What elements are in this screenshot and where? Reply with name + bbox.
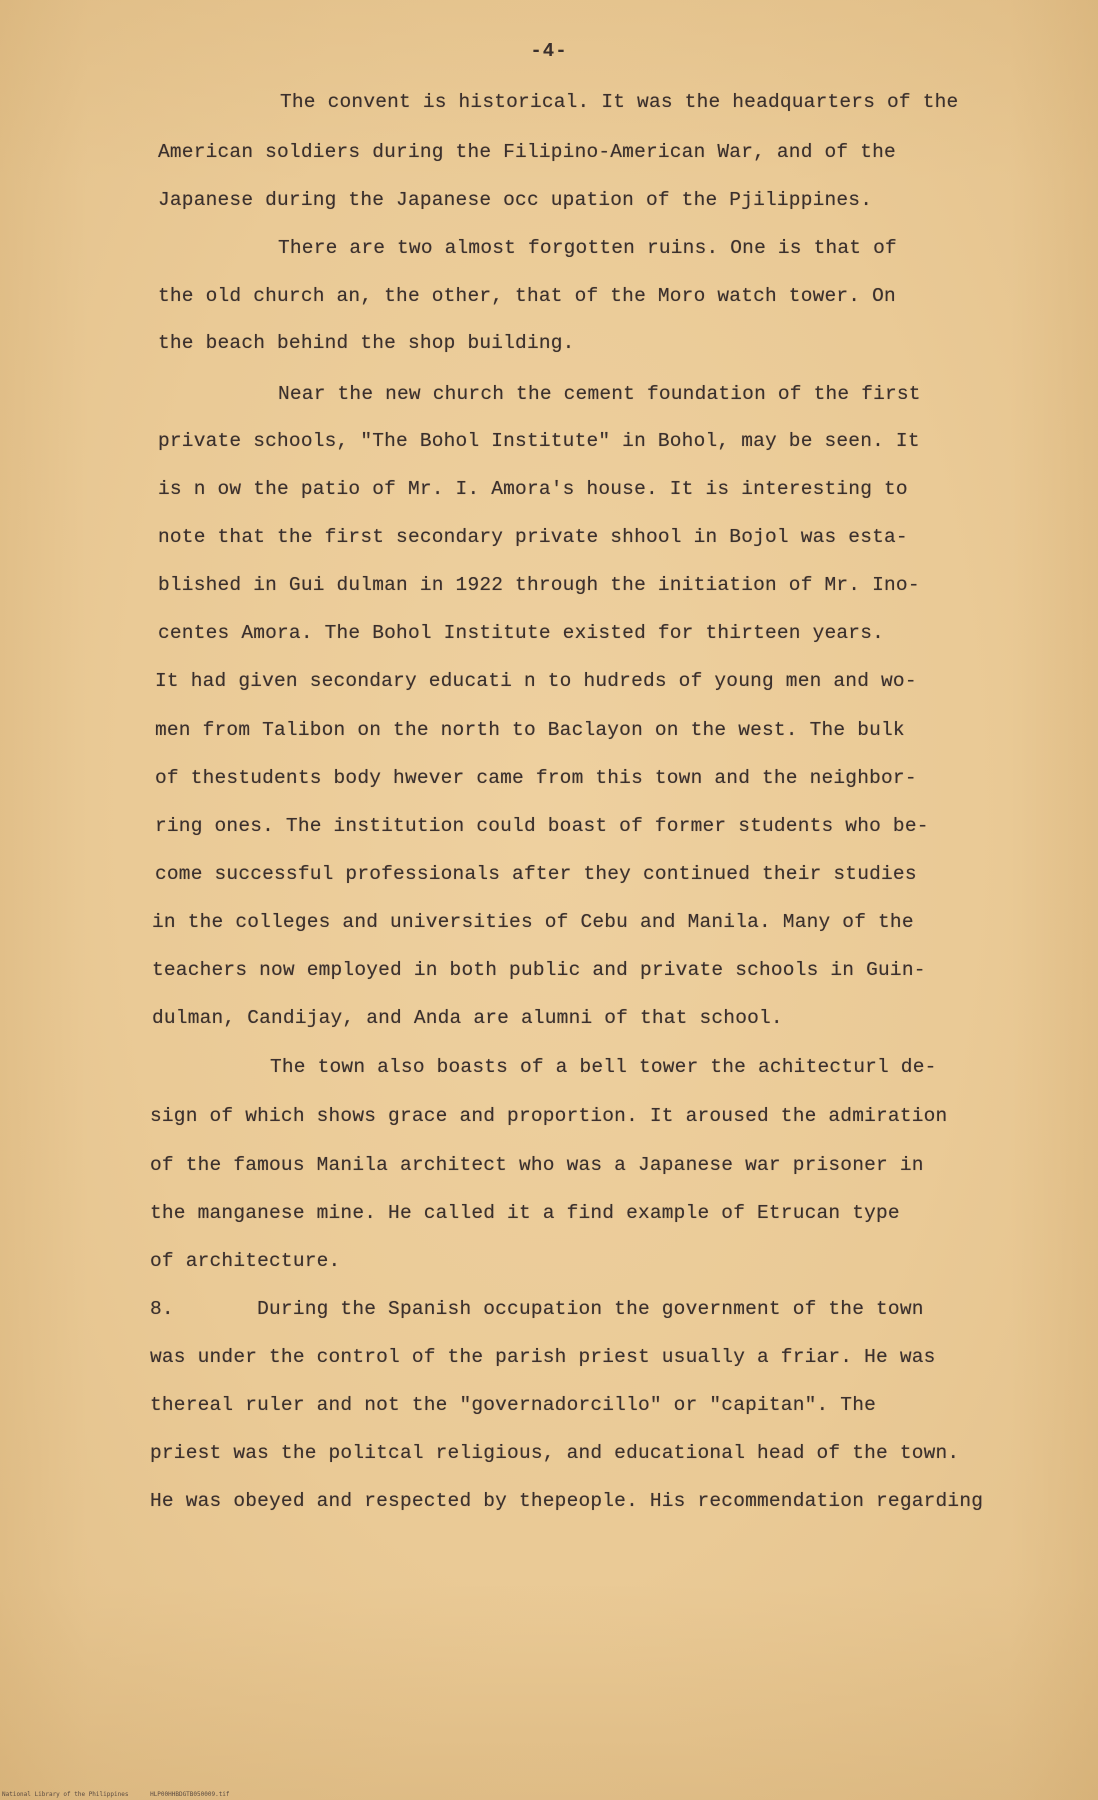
text-line: note that the first secondary private shhool in Bojol was esta- [158, 526, 908, 548]
text-line: of the famous Manila architect who was a Japanese war prisoner in [150, 1154, 924, 1176]
text-line: Japanese during the Japanese occ upation of the Pjilippines. [158, 189, 873, 211]
text-line: blished in Gui dulman in 1922 through the initiation of Mr. Ino- [158, 574, 920, 596]
text-line: in the colleges and universities of Cebu and Manila. Many of the [152, 911, 914, 933]
text-line: is n ow the patio of Mr. I. Amora's house. It is interesting to [158, 478, 908, 500]
text-line: of thestudents body hwever came from this town and the neighbor- [155, 767, 917, 789]
page-number: -4- [530, 40, 568, 62]
text-line: ring ones. The institution could boast of former students who be- [155, 815, 929, 837]
text-line: There are two almost forgotten ruins. One is that of [278, 237, 897, 259]
text-line: It had given secondary educati n to hudreds of young men and wo- [155, 670, 917, 692]
text-line: the old church an, the other, that of the Moro watch tower. On [158, 285, 896, 307]
text-line: 8. During the Spanish occupation the government of the town [150, 1298, 924, 1320]
text-line: of architecture. [150, 1250, 341, 1272]
text-line: He was obeyed and respected by thepeople. His recommendation regarding [150, 1490, 984, 1512]
text-line: priest was the politcal religious, and educational head of the town. [150, 1442, 960, 1464]
text-line: come successful professionals after they continued their studies [155, 863, 917, 885]
footer-file: HLP00HHBDGTB050009.tif [150, 1791, 230, 1798]
text-line: thereal ruler and not the "governadorcillo" or "capitan". The [150, 1394, 877, 1416]
text-line: private schools, "The Bohol Institute" in Bohol, may be seen. It [158, 430, 920, 452]
text-line: American soldiers during the Filipino-American War, and of the [158, 141, 896, 163]
text-line: the manganese mine. He called it a find example of Etrucan type [150, 1202, 900, 1224]
text-line: The convent is historical. It was the headquarters of the [280, 91, 959, 113]
scan-footer [2, 1791, 248, 1798]
text-line: centes Amora. The Bohol Institute existed for thirteen years. [158, 622, 885, 644]
text-line: the beach behind the shop building. [158, 332, 575, 354]
text-line: Near the new church the cement foundation of the first [278, 383, 921, 405]
text-line: was under the control of the parish priest usually a friar. He was [150, 1346, 936, 1368]
text-line: men from Talibon on the north to Baclayon on the west. The bulk [155, 719, 905, 741]
text-line: sign of which shows grace and proportion. It aroused the admiration [150, 1105, 948, 1127]
text-line: dulman, Candijay, and Anda are alumni of that school. [152, 1007, 783, 1029]
text-line: The town also boasts of a bell tower the achitecturl de- [270, 1056, 937, 1078]
footer-library: National Library of the Philippines [2, 1791, 129, 1798]
text-line: teachers now employed in both public and private schools in Guin- [152, 959, 926, 981]
